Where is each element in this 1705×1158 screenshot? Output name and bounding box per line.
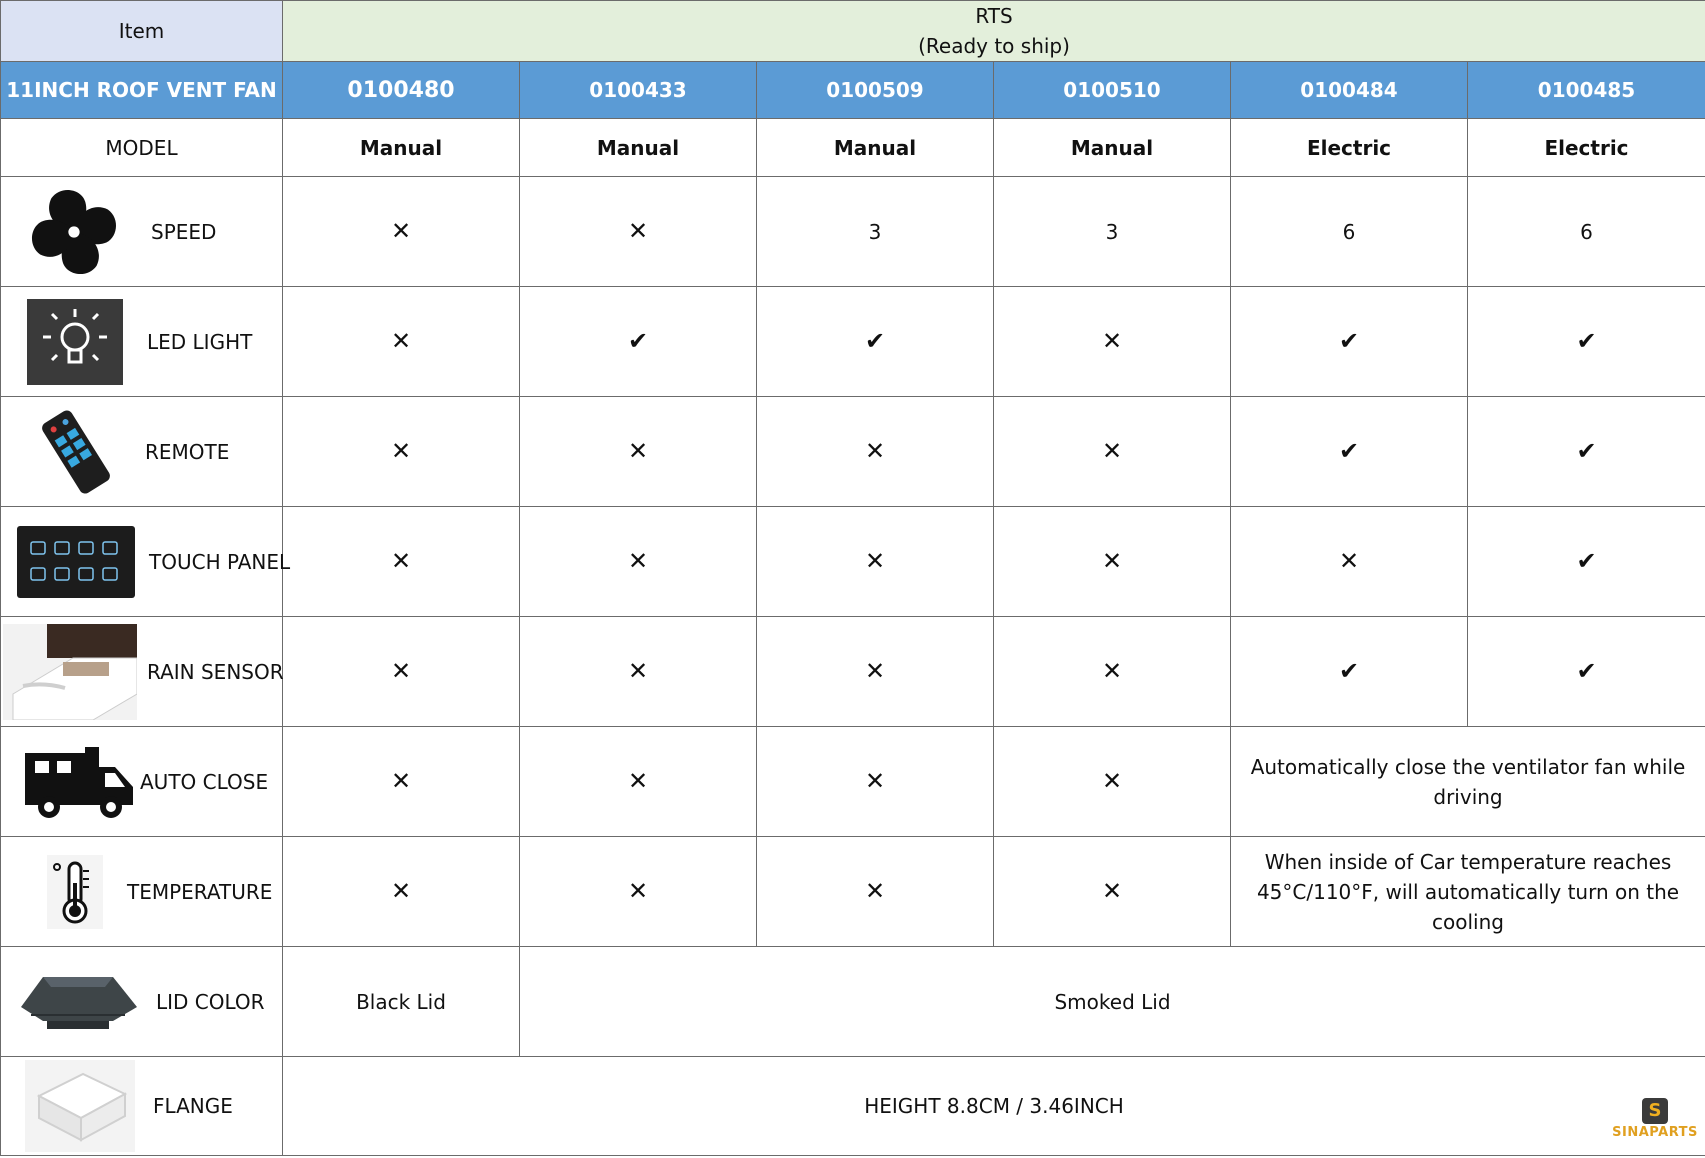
model-cell: Manual <box>994 119 1231 177</box>
check-icon: ✔ <box>1338 437 1360 465</box>
rain-cell <box>283 617 520 727</box>
cross-icon: ✕ <box>627 657 649 685</box>
led-cell <box>757 287 994 397</box>
cross-icon: ✕ <box>864 547 886 575</box>
temperature-row <box>1 837 1705 947</box>
auto-close-cell <box>283 727 520 837</box>
touch-label-cell <box>1 507 291 617</box>
speed-label: SPEED <box>151 219 217 244</box>
auto-close-note-line1: Automatically close the ventilator fan while <box>1250 754 1686 779</box>
cross-icon: ✕ <box>390 547 412 575</box>
code-cell: 0100485 <box>1468 62 1705 119</box>
auto-close-label: AUTO CLOSE <box>140 769 269 794</box>
model-cell: Manual <box>520 119 757 177</box>
remote-cell <box>1231 397 1468 507</box>
flange-label: FLANGE <box>153 1094 233 1118</box>
cross-icon: ✕ <box>1101 767 1123 795</box>
check-icon: ✔ <box>1576 437 1597 465</box>
cross-icon: ✕ <box>627 217 649 245</box>
cross-icon: ✕ <box>864 877 886 905</box>
check-icon: ✔ <box>1576 327 1597 355</box>
cross-icon: ✕ <box>390 437 412 465</box>
temperature-cell <box>283 837 520 947</box>
auto-close-note-line2: driving <box>1433 784 1503 809</box>
lid-label: LID COLOR <box>156 989 265 1014</box>
light-bulb-icon <box>27 299 123 385</box>
lid-cell-merged: Smoked Lid <box>520 947 1705 1057</box>
remote-cell <box>283 397 520 507</box>
led-cell <box>994 287 1231 397</box>
cross-icon: ✕ <box>390 217 412 245</box>
touch-cell <box>1231 507 1468 617</box>
cross-icon: ✕ <box>390 877 412 905</box>
camper-van-icon <box>21 743 139 821</box>
touch-cell <box>1468 507 1705 617</box>
remote-cell <box>757 397 994 507</box>
speed-cell: 6 <box>1231 177 1468 287</box>
led-cell <box>1231 287 1468 397</box>
check-icon: ✔ <box>627 327 649 355</box>
led-cell <box>520 287 757 397</box>
cross-icon: ✕ <box>864 767 886 795</box>
rain-cell <box>1231 617 1468 727</box>
led-light-row <box>1 287 1705 397</box>
model-cell: Electric <box>1231 119 1468 177</box>
lid-label-cell <box>1 947 283 1057</box>
fan-icon <box>27 185 121 279</box>
remote-label: REMOTE <box>145 439 230 464</box>
cross-icon: ✕ <box>627 767 649 795</box>
touch-cell <box>283 507 520 617</box>
remote-cell <box>994 397 1231 507</box>
speed-row <box>1 177 1705 287</box>
rain-cell <box>520 617 757 727</box>
remote-control-icon <box>31 407 121 497</box>
lid-cell: Black Lid <box>283 947 520 1057</box>
code-cell: 0100510 <box>994 62 1231 119</box>
speed-label-cell <box>1 177 283 287</box>
code-cell: 0100509 <box>757 62 994 119</box>
auto-close-cell <box>520 727 757 837</box>
remote-cell <box>1468 397 1705 507</box>
flange-row <box>1 1057 1705 1156</box>
led-cell <box>283 287 520 397</box>
cross-icon: ✕ <box>864 437 886 465</box>
lid-color-row <box>1 947 1705 1057</box>
logo-wordmark <box>1608 1124 1702 1142</box>
thermometer-icon <box>47 855 103 929</box>
header-row <box>1 1 1705 62</box>
model-row <box>1 119 1705 177</box>
flange-label-cell <box>1 1057 283 1156</box>
model-cell: Manual <box>757 119 994 177</box>
check-icon: ✔ <box>1576 547 1597 575</box>
rain-cell <box>994 617 1231 727</box>
rain-sensor-row <box>1 617 1705 727</box>
cross-icon: ✕ <box>390 767 412 795</box>
rts-subtitle: (Ready to ship) <box>918 34 1070 58</box>
touch-panel-icon <box>17 526 135 598</box>
logo-badge: S <box>1642 1098 1668 1124</box>
check-icon: ✔ <box>1338 657 1360 685</box>
logo-word: INAPARTS <box>1622 1125 1698 1140</box>
code-cell: 0100433 <box>520 62 757 119</box>
led-label: LED LIGHT <box>147 329 253 354</box>
cross-icon: ✕ <box>1101 657 1123 685</box>
led-cell <box>1468 287 1705 397</box>
brand-logo <box>1608 1098 1702 1156</box>
touch-label: TOUCH PANEL <box>149 549 291 574</box>
cross-icon: ✕ <box>864 657 886 685</box>
lid-icon <box>17 969 141 1035</box>
code-cell: 0100484 <box>1231 62 1468 119</box>
logo-letter: S <box>1612 1125 1623 1140</box>
speed-cell <box>283 177 520 287</box>
check-icon: ✔ <box>1576 657 1597 685</box>
speed-cell: 3 <box>757 177 994 287</box>
flange-icon <box>25 1060 135 1152</box>
auto-close-cell <box>994 727 1231 837</box>
remote-cell <box>520 397 757 507</box>
temperature-cell <box>994 837 1231 947</box>
remote-row <box>1 397 1705 507</box>
model-cell: Electric <box>1468 119 1705 177</box>
check-icon: ✔ <box>864 327 886 355</box>
remote-label-cell <box>1 397 283 507</box>
rain-label: RAIN SENSOR <box>147 659 284 684</box>
temperature-note-line1: When inside of Car temperature reaches <box>1264 849 1672 874</box>
cross-icon: ✕ <box>390 657 412 685</box>
speed-cell: 3 <box>994 177 1231 287</box>
speed-cell <box>520 177 757 287</box>
temperature-cell <box>757 837 994 947</box>
product-title: 11INCH ROOF VENT FAN <box>1 62 283 119</box>
rain-label-cell <box>1 617 283 727</box>
temperature-label-cell <box>1 837 283 947</box>
rts-title: RTS <box>975 4 1013 28</box>
model-label: MODEL <box>1 119 283 177</box>
code-row <box>1 62 1705 119</box>
cross-icon: ✕ <box>1101 877 1123 905</box>
auto-close-note <box>1231 727 1705 837</box>
cross-icon: ✕ <box>1101 547 1123 575</box>
cross-icon: ✕ <box>627 437 649 465</box>
speed-cell: 6 <box>1468 177 1705 287</box>
rain-cell <box>757 617 994 727</box>
check-icon: ✔ <box>1338 327 1360 355</box>
temperature-cell <box>520 837 757 947</box>
rts-header <box>283 1 1705 62</box>
touch-panel-row <box>1 507 1705 617</box>
cross-icon: ✕ <box>1338 547 1360 575</box>
rain-sensor-icon <box>3 624 137 720</box>
flange-value: HEIGHT 8.8CM / 3.46INCH <box>283 1057 1705 1156</box>
touch-cell <box>520 507 757 617</box>
auto-close-label-cell <box>1 727 283 837</box>
cross-icon: ✕ <box>390 327 412 355</box>
item-header: Item <box>1 1 283 62</box>
cross-icon: ✕ <box>1101 437 1123 465</box>
touch-cell <box>994 507 1231 617</box>
cross-icon: ✕ <box>1101 327 1123 355</box>
temperature-label: TEMPERATURE <box>127 879 273 904</box>
code-cell: 0100480 <box>283 62 520 119</box>
touch-cell <box>757 507 994 617</box>
cross-icon: ✕ <box>627 547 649 575</box>
temperature-note <box>1231 837 1705 947</box>
auto-close-row <box>1 727 1705 837</box>
led-label-cell <box>1 287 283 397</box>
temperature-note-line2: 45°C/110°F, will automatically turn on the cooling <box>1256 879 1680 934</box>
cross-icon: ✕ <box>627 877 649 905</box>
model-cell: Manual <box>283 119 520 177</box>
rain-cell <box>1468 617 1705 727</box>
auto-close-cell <box>757 727 994 837</box>
